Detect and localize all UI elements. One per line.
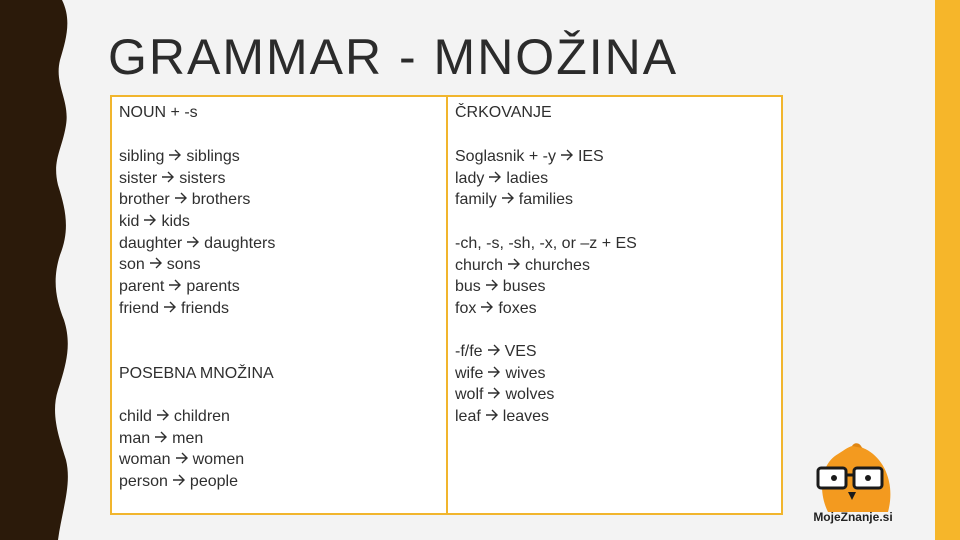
arrow-icon: [161, 168, 175, 190]
plural-word: sons: [166, 256, 201, 274]
arrow-icon: [507, 255, 521, 277]
arrow-icon: [485, 406, 499, 428]
singular-word: church: [455, 256, 504, 274]
singular-word: family: [455, 191, 497, 209]
arrow-icon: [501, 189, 515, 211]
singular-word: bus: [455, 278, 481, 296]
rule-ves-text: -f/fe: [455, 343, 483, 360]
plural-pair: [455, 384, 775, 406]
plural-word: women: [192, 451, 245, 469]
singular-word: sibling: [119, 148, 165, 165]
singular-word: fox: [455, 300, 477, 318]
plural-word: friends: [181, 299, 230, 317]
plural-word: churches: [525, 256, 590, 274]
plural-word: families: [518, 191, 574, 209]
singular-word: daughter: [119, 234, 183, 252]
plural-pair: [119, 428, 439, 450]
singular-word: parent: [119, 278, 165, 296]
singular-word: son: [119, 256, 145, 274]
noun-s-header: NOUN + -s: [119, 104, 198, 121]
arrow-icon: [186, 233, 200, 255]
plural-word: wives: [505, 364, 546, 382]
singular-word: wife: [455, 364, 484, 382]
singular-word: sister: [119, 169, 158, 187]
singular-word: wolf: [455, 386, 484, 404]
plural-pair: [455, 363, 775, 385]
rule-es-examples: [455, 255, 775, 320]
plural-word: wolves: [505, 386, 555, 404]
singular-word: man: [119, 429, 151, 447]
plural-word: parents: [186, 278, 240, 296]
left-decorative-band: [0, 0, 75, 540]
singular-word: kid: [119, 213, 140, 231]
plural-pair: [119, 471, 439, 493]
plural-pair: [119, 168, 439, 190]
plural-word: sisters: [179, 169, 226, 187]
slide-title: GRAMMAR - MNOŽINA: [108, 29, 679, 85]
arrow-icon: [487, 384, 501, 406]
right-accent-band: [935, 0, 960, 540]
arrow-icon: [487, 341, 501, 363]
arrow-icon: [163, 298, 177, 320]
plural-word: children: [173, 408, 230, 425]
plural-word: ladies: [506, 169, 549, 187]
arrow-icon: [154, 428, 168, 450]
plural-word: foxes: [498, 300, 537, 318]
plural-pair: [455, 276, 775, 298]
rule-ves-examples: [455, 363, 775, 428]
plural-word: people: [189, 473, 238, 491]
arrow-icon: [174, 189, 188, 211]
arrow-icon: [175, 449, 189, 471]
special-plural-list: [119, 406, 439, 493]
singular-word: lady: [455, 169, 485, 187]
rule-y-result: IES: [577, 148, 604, 165]
plural-pair: [119, 146, 439, 168]
plural-pair: [119, 298, 439, 320]
plural-pair: [119, 189, 439, 211]
arrow-icon: [488, 168, 502, 190]
arrow-icon: [172, 471, 186, 493]
spelling-header: ČRKOVANJE: [455, 104, 552, 121]
rule-ves-group: [455, 341, 775, 428]
special-plural-header: POSEBNA MNOŽINA: [119, 365, 274, 382]
regular-plural-list: [119, 146, 439, 320]
rule-y-examples: [455, 168, 775, 211]
arrow-icon: [480, 298, 494, 320]
plural-word: brothers: [191, 191, 251, 209]
rule-ves-result: VES: [504, 343, 537, 360]
arrow-icon: [560, 146, 574, 168]
plural-word: buses: [502, 278, 546, 296]
rule-y-line: [455, 146, 775, 168]
singular-word: leaf: [455, 408, 481, 426]
plural-word: daughters: [204, 234, 276, 252]
singular-word: child: [119, 408, 152, 425]
plural-pair: [455, 255, 775, 277]
singular-word: person: [119, 473, 168, 491]
singular-word: friend: [119, 299, 160, 317]
rule-y-group: [455, 146, 775, 211]
plural-word: siblings: [186, 148, 240, 165]
plural-word: kids: [161, 213, 190, 231]
logo-text: MojeZnanje.si: [813, 510, 893, 524]
rule-ves-line: [455, 341, 775, 363]
plural-pair: [119, 211, 439, 233]
arrow-icon: [168, 276, 182, 298]
arrow-icon: [485, 276, 499, 298]
arrow-icon: [143, 211, 157, 233]
arrow-icon: [149, 254, 163, 276]
plural-pair: [455, 189, 775, 211]
plural-pair: [119, 254, 439, 276]
plural-pair: [119, 406, 439, 428]
plural-word: men: [172, 429, 204, 447]
plural-pair: [119, 276, 439, 298]
arrow-icon: [156, 406, 170, 428]
plural-pair: [119, 233, 439, 255]
singular-word: woman: [119, 451, 171, 469]
arrow-icon: [168, 146, 182, 168]
grammar-table: [110, 95, 783, 515]
singular-word: brother: [119, 191, 170, 209]
plural-word: leaves: [502, 408, 550, 426]
plural-pair: [119, 449, 439, 471]
plural-pair: [455, 406, 775, 428]
arrow-icon: [487, 363, 501, 385]
rule-es-text: -ch, -s, -sh, -x, or –z + ES: [455, 235, 637, 252]
column-divider: [446, 97, 448, 513]
plural-pair: [455, 168, 775, 190]
rule-y-text: Soglasnik + -y: [455, 148, 556, 165]
plural-pair: [455, 298, 775, 320]
rule-es-group: [455, 233, 775, 320]
